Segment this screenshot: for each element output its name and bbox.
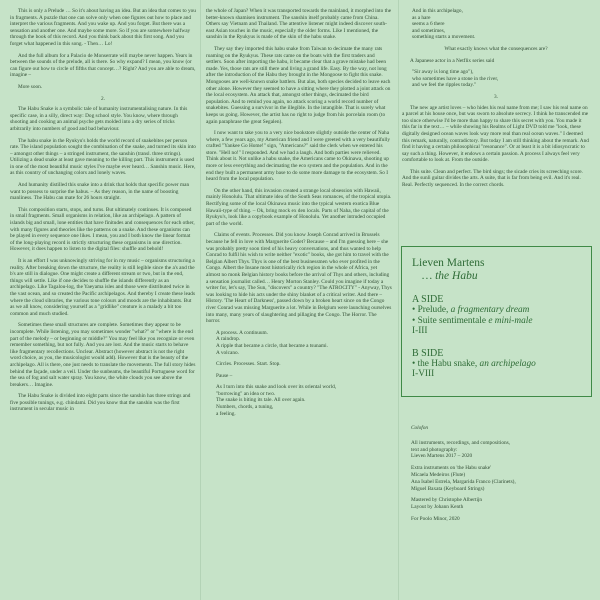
fold-line [398, 0, 399, 600]
paragraph: I now want to take you to a very nice bookstore slightly outside the center of Naha where, a few years ago, my American friend and I were greeted with a very beautifully crafted "Yankee Go Home!" sign, "Americans?" said the clerk when we entered his store. "Hell no!" I responded. And we had a laugh. And both parties were relieved. Think about it. Not unlike a habu snake, the Americans came to Okinawa, shooting up more or less everything and decimating the eco system and the population. And in the end they built a permanent army base to do some more damage to the ecosystem. So I heard from the local population. [206, 130, 390, 183]
paragraph: The Habu Snake is divided into eight parts since the sanshin has three strings and five possible tunings, e.g. chindami. Did you know that the sanshin was the first instrument in secular music in [10, 393, 191, 413]
side-a-range: I-III [412, 326, 428, 336]
paragraph: The new age artist loves – who hides his real name from me; I saw his real name on a parcel at his house once, but was sworn to absolute secrecy. I think he transcended me too since otherwise I'd be more than happy to share this secret with you. You made it this far in the text… – while showing his Realms of Light DVD told me "look, these digitally designed ocean waves look way more real than real ocean waves." I deemed this remark, naturally, contradictory. But today I am still thinking about the remark. And find it having a certain philosophical "resonance". Or at least it is a bit idiosyncratic to say such a thing. However, it endows a certain passion. A process I always feel very comfortable to look at. From the outside. [402, 104, 589, 164]
paragraph: They say they imported this habu snake from Taiwan to decimate the many rats roaming on the Ryukyus. These rats came on the boats with the first traders and settlers. Soon after importing the habu, it became clear that a grave mistake had been made. Yes, those rats are still there and living a grand life. Easy. By the way, not long after the introduction of the Habu they brought in the Mongoose to fight this snake. Mongooses are well-known snake battlers. But alas, both species decided to leave each other alone. However they seemed to have a sitting where they plotted a joint attack on the local ecosystem. An attack that, amongst other things, decimated the bird population. And to remind you again, no attack scoring a world record number of snakebites. Guessing a survivor in the illegible. In the intangible. That is surely what keeps us going. However, the artist has no right to judge from his porcelain room (to again paraphrase the great Segalen). [206, 45, 391, 125]
paragraph: On the other hand, this invasion created a strange local obsession with Hawaii, mainly Honolulu. That ultimate idea of the South Seas romances, of the tropical utopia. Rectifying some of the local Okinawa music into the typical western exotica Blue Hawaii-type of thing. – Ok, bring mock ex den locals. Parts of Naha, the capital of the Ryukyu's, look like a copybook example of Honolulu. Yet another intruded occupied part of the world. [206, 187, 392, 227]
paragraph: And humanity distilled this snake into a drink that holds that specific power man want to possess to surprise the habus. – As they reason, in the name of boosting manliness. The Habu can mate for 26 hours straight. [10, 182, 190, 202]
track-item [412, 305, 581, 316]
paragraph: And the full album for a Palacio de Monserrate will maybe never happen. Years in between the sounds of the prelude, all is there. So why expand? I mean, you know (or can figure out how to circle of fifths that concept…? Right? And you are able to dream, imagine – [10, 52, 196, 79]
tracklist-box [401, 246, 592, 397]
artist-name: Lieven Martens [412, 257, 485, 269]
text-column-middle [206, 8, 392, 596]
paragraph: Extra instruments on 'the Habu snake' Micaela Medeiros (Flute) Ana Isabel Estrela, Margarida Franco (Clarinets), Miguel Baxata (Keyboard Strings) [411, 465, 516, 492]
paragraph: The Habu Snake is a symbolic tale of humanity instrumentalising nature. In this specific case, in a silly, direct way: Dog school style. You know, where through shooting and cooking an animal psyche gets molded into a dry series of tricks arbitrarily into numbers of good and bad behaviour. [10, 106, 188, 132]
colophon [411, 425, 591, 528]
paragraph: "Sir away is long time ago"), who sometimes have a stone in the river, and we feel the ripples today." [412, 69, 499, 89]
paragraph: 2. [101, 95, 105, 102]
paragraph: 3. [494, 93, 498, 100]
paragraph: The habu snake in the Ryukyu's holds the world record of snakebites per person rate. The island population sought the combination of the snake, and turned its skin into – amongst other things – a stringed instrument, the sanshin (transl. three strings). Utilizing a dead snake at least gave meaning to the killing part. This instrument is used in one of the most beautiful music styles I've maybe ever heard… Sanshin music. Here, as this country of unchanging colors and lonely waves. [10, 137, 196, 177]
text-column-right [402, 8, 590, 238]
fold-line [200, 0, 201, 600]
track-subtitle: a fragmentary dream [450, 305, 530, 315]
side-b-range: I-VIII [412, 369, 435, 379]
paragraph: It is an effort I was unknowingly striving for in my music – organisms structuring a reality. After breaking down the structure, the reality is still legible since the a's and the b's are still in dialogue. One might create a different stream or two, but in the end, things will settle. Like if one decides to shuffle the islands differently as an archipelago. Like Tagalou-log, the Yaeyama isles and those were distributed twice in the vast ocean, and so created the Pacific archipelagos. And thereby I create these leads where the cloud sibraries, the various tone colours and moods are the inhabitants. But as we all know, considering yourself as a "gridlike" creature is a malady a bit too common and much studied. [10, 258, 196, 317]
track-subtitle: e mini-male [488, 315, 533, 326]
paragraph: As I turn into this snake and look over its oriental world, "borrowing" an idea or two. The snake is biting its tale. All over again. Numbers, chords, a tuning, a feeling. [216, 384, 337, 417]
paragraph: A Japanese actor in a Netflix series said [410, 57, 495, 64]
paragraph: Colofon [411, 425, 429, 431]
paragraph: Mastered by Christophe Albertijn Layout by Johann Kenth [411, 497, 483, 511]
paragraph: For Poolo Minor, 2020 [411, 515, 460, 522]
paragraph: Pause – [216, 372, 233, 379]
paragraph: This is only a Prelude … So it's about having an idea. But an idea that comes to you in fragments. A puzzle that one can solve only when one figures out how to place and interpret the various fragments. And you wake up. And you forget. But there was a sensation and another one. And maybe some more. So if you are somewhere halfway through the book of this record. And you think back about this first song. And you forget what happened in this song. - Then… Lo! [10, 8, 196, 47]
paragraph: Sometimes these small structures are complete. Sometimes they appear to be incomplete. While listening, you may sometimes wonder "what?" or "where is the end part of the melody – or beginning or middle?" You may feel like you recognize or even remember something, but not fully. And you are lost. And the music starts to behave like fragmentary recollections. Unclear. Abstract (however abstract is not the right word choice, as you, the musicologist would add). However that is the beauty of the archipelago. All is there, one just needs to translate the movements. The full story hides behind the façade, under a veil. Under the sunbeams, the beautiful Portuguese word for the sea of fog and salt water spray. You know, the white clouds you see above the breakers… Imagine. [10, 322, 196, 388]
album-title: … the Habu [422, 270, 478, 282]
paragraph: This suite. Clean and perfect. The bird sings; the sicade cries its screeching score. And the sunli guitar divides the arts. A suite, that is far from being evil. And it's real. Real. Perfectly sequenced. In the correct chords. [402, 168, 583, 189]
track-item [412, 359, 581, 370]
paragraph: Circles. Processes. Start. Stop. [216, 361, 281, 368]
paragraph: A process. A continuum. A raindrop. A ripple that became a circle, that became a tsunami. A volcano. [216, 329, 328, 356]
side-a-tracks [412, 305, 581, 326]
track-title: • Suite sentimentale [412, 315, 489, 326]
side-b-tracks [412, 359, 581, 370]
paragraph: This composition starts, stops, and turns. But ultimately continues. It is composed in small fragments. Small organisms in relation, like an archipelago. A pattern of islands big and small, lone entities that have finitudes and consequences for each other, with many figures and theories like the patterns on a snake. And these organisms can be played in every sequence one likes. I mean, you and I both know the linear format of the long-playing record is strictly structuring these organisms in one direction. However, it does happen to listen to the digital files: shuffle and behold! [10, 206, 195, 253]
paragraph: What exactly knows what the consequences are? [444, 45, 548, 52]
text-column-left [10, 8, 196, 596]
track-item [412, 316, 581, 327]
paragraph: All instruments, recordings, and compositions, text and photography: Lieven Martens 2017 – 2020 [411, 439, 511, 460]
track-title: • the Habu snake, [412, 358, 480, 369]
side-b-title: B SIDE [412, 347, 444, 359]
paragraph: More soon. [18, 83, 43, 90]
track-title: • Prelude, [412, 305, 451, 315]
track-subtitle: an archipelago [479, 358, 536, 369]
paragraph: And in this archipelago, as a hare seems a 6 there and sometimes, something starts a movement. [412, 8, 476, 41]
paragraph: Claims of events. Processes. Did you know Joseph Conrad arrived in Brussels because he fell in love with Marguerite Godet? Because – and I'm guessing here – she was probably pretty soon tired of his heavy conversations, and thus wanted to help Conrad to fulfil his wish to write neither "exotic" books, she got him to travel with the Belgian Albert Thys. Thys is one of the best businessmen who ever profited in the Congo. Albert the Insane most historically rich region in the whole of Africa, yet almost no monk Belgian history books before the arrival of Thys and others, including a sensation journalist called… Henry Morton Stanley. Could you imagine if today a writer for, let's say, The Sun, "discovers" a country? "The ATROCITY" - Anyway, Thys was looking to hide his acts under the shiny blanket of a critical writer. And there – History. 'The Heart of Darkness', passed down by a broken heart since on the Congo river Conrad was missing Marguerite a lot. While in Belgium were launching ourselves into many, many years of slaughtering and pillaging the Congo. The Horror. The horror. [206, 232, 392, 325]
paragraph: the whole of Japan? When it was transported towards the mainland, it morphed into the better-known shamisen instrument. The sanshin itself probably came from China. Others say Vietnam and Thailand. The attentive listener might indeed discover south-east Asian touches in the music, especially the older forms. Like I mentioned, the sanshin in the Ryukyus is made of the skin of the habu snake. [206, 8, 392, 41]
side-a-title: A SIDE [412, 294, 444, 305]
